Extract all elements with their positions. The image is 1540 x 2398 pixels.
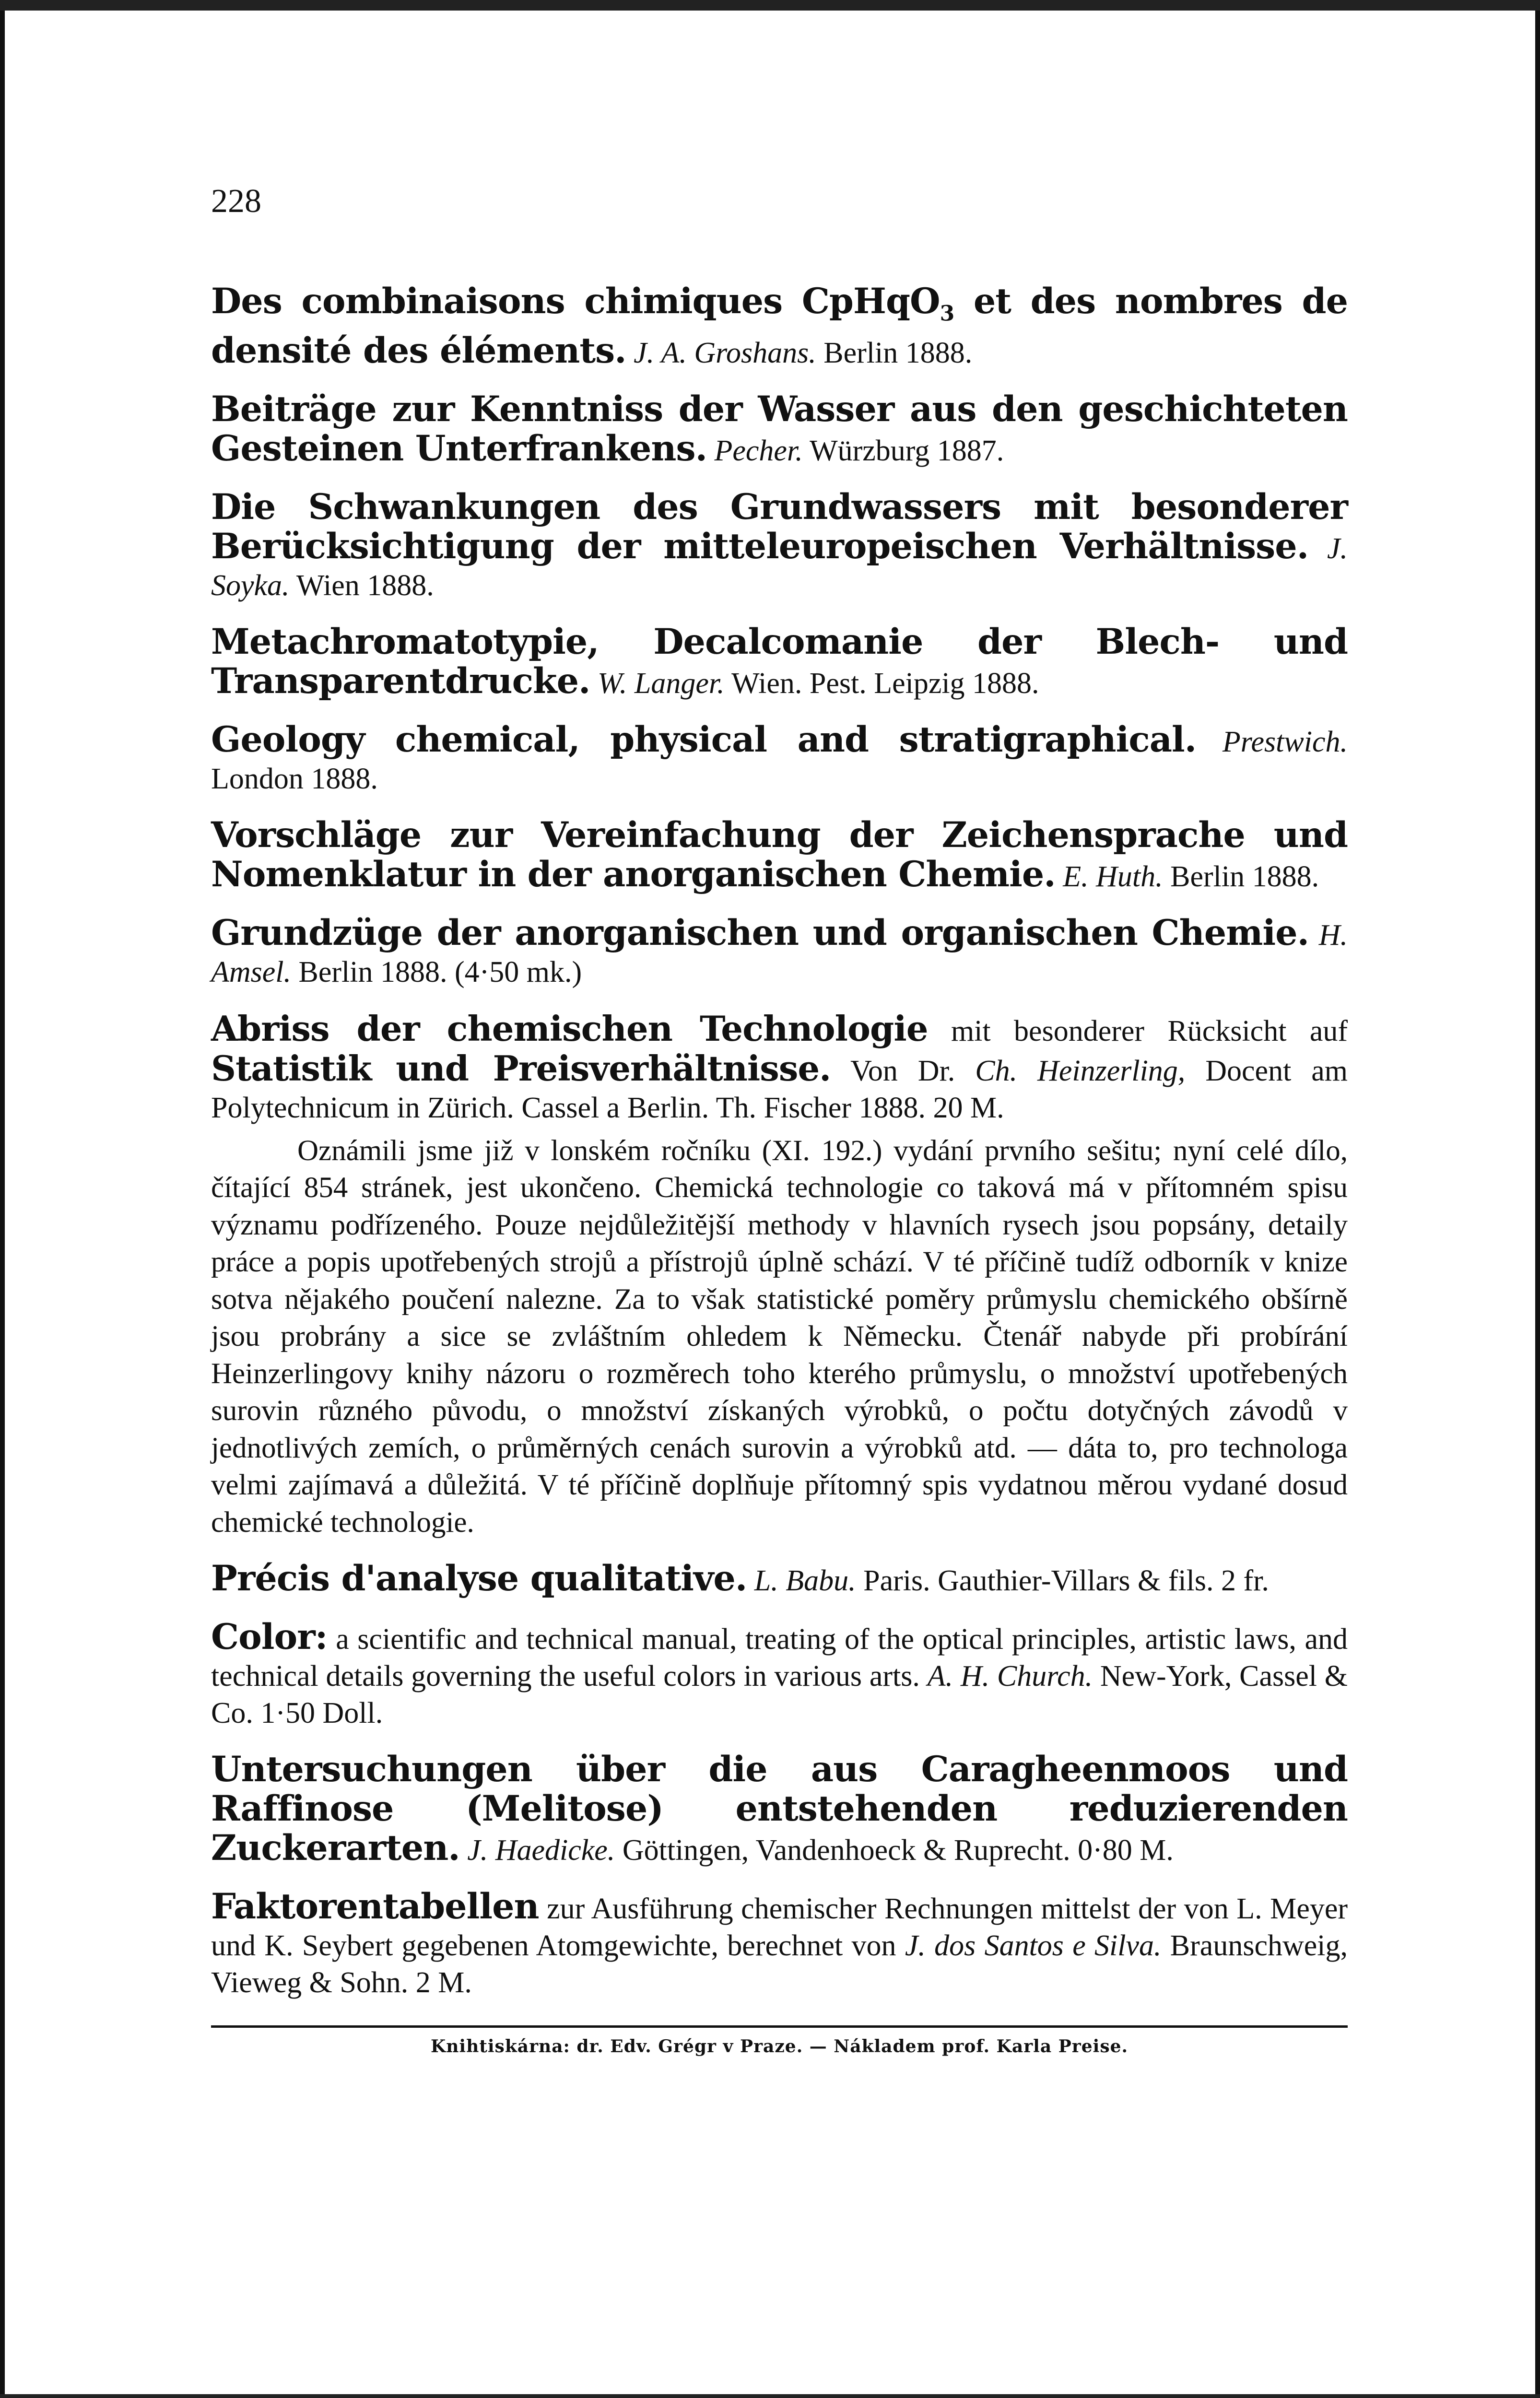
entry-haedicke xyxy=(211,1751,1348,1869)
entry-author: H. Amsel. xyxy=(211,918,1348,988)
entry-author: J. dos Santos e Silva. xyxy=(905,1929,1162,1963)
entry-title: Untersuchungen über die aus Caragheenmoos und Raffinose (Melitose) entstehenden reduzierenden Zuckerarten. xyxy=(211,1749,1348,1869)
entry-babu xyxy=(211,1560,1348,1599)
entry-groshans xyxy=(211,283,1348,372)
entry-title: Des combinaisons chimiques CpHqO$_3$ et des nombres de densité des éléments. xyxy=(211,281,1348,371)
scan-border-right xyxy=(1535,0,1540,2398)
entry-title: Beiträge zur Kenntniss der Wasser aus den geschichteten Gesteinen Unterfrankens. xyxy=(211,388,1348,469)
scan-border-bottom xyxy=(0,2394,1540,2398)
entry-subtitle: zur Ausführung chemischer Rechnungen mittelst der von L. Meyer und K. Seybert gegebenen Atomgewichte, berechnet von xyxy=(211,1893,1348,1963)
entry-author: Pecher. xyxy=(714,434,803,467)
entry-title: Metachromatotypie, Decalcomanie der Blech- und Transparentdrucke. xyxy=(211,621,1348,702)
entry-soyka xyxy=(211,486,1348,604)
entry-title: Die Schwankungen des Grundwassers mit besonderer Berücksichtigung der mitteleuropeischen Verhältnisse. xyxy=(211,486,1348,567)
page-content xyxy=(211,182,1348,2057)
entry-langer xyxy=(211,623,1348,702)
printer-footer: Knihtiskárna: dr. Edv. Grégr v Praze. — Nákladem prof. Karla Preise. xyxy=(430,2036,1129,2057)
entry-author: E. Huth. xyxy=(1063,860,1163,893)
entry-imprint: Berlin 1888. xyxy=(816,336,973,369)
entry-title: Grundzüge der anorganischen und organischen Chemie. xyxy=(211,912,1309,953)
entry-imprint: Wien 1888. xyxy=(289,569,434,602)
entry-prestwich xyxy=(211,718,1348,798)
scan-border-top xyxy=(0,0,1540,11)
entry-title: Geology chemical, physical and stratigraphical. xyxy=(211,718,1197,760)
entry-subtitle: a scientific and technical manual, treating of the optical principles, artistic laws, and technical details governing the useful colors in various arts. xyxy=(211,1623,1348,1693)
entry-title: Faktorentabellen xyxy=(211,1886,539,1928)
entry-author: A. H. Church. xyxy=(927,1660,1093,1693)
entry-pecher xyxy=(211,388,1348,470)
entry-author: Ch. Heinzerling, xyxy=(975,1054,1186,1087)
entry-imprint: New-York, Cassel & Co. 1·50 Doll. xyxy=(211,1660,1348,1730)
footer-rule xyxy=(211,2025,1348,2028)
entry-imprint: Göttingen, Vandenhoeck & Ruprecht. 0·80 M. xyxy=(615,1834,1174,1867)
entry-imprint: Würzburg 1887. xyxy=(802,434,1004,467)
entry-author: W. Langer. xyxy=(597,667,725,700)
entry-title-2: Statistik und Preisverhältnisse. xyxy=(211,1047,831,1089)
entry-subtitle: mit besonderer Rücksicht auf xyxy=(928,1014,1348,1047)
entry-heinzerling xyxy=(211,1010,1348,1127)
entry-title: Abriss der chemischen Technologie xyxy=(211,1008,928,1049)
entry-huth xyxy=(211,814,1348,895)
entry-author: J. A. Groshans. xyxy=(634,336,816,369)
entry-title: Color: xyxy=(211,1616,328,1658)
entry-title: Précis d'analyse qualitative. xyxy=(211,1558,747,1599)
entry-imprint: Berlin 1888. xyxy=(1163,860,1319,893)
entry-author: J. Haedicke. xyxy=(467,1834,615,1867)
entry-title: Vorschläge zur Vereinfachung der Zeichensprache und Nomenklatur in der anorganischen Chemie. xyxy=(211,814,1348,895)
entry-author: L. Babu. xyxy=(754,1564,856,1598)
entry-author: J. Soyka. xyxy=(211,532,1348,602)
entry-church xyxy=(211,1616,1348,1732)
entry-imprint: London 1888. xyxy=(211,762,378,795)
review-text: Oznámili jsme již v lonském ročníku (XI. 192.) vydání prvního sešitu; nyní celé dílo, čítající 854 stránek, jest ukončeno. Chemická technologie co taková má v přítomném spisu významu podřízeného. Pouze nejdůležitější methody v hlavních rysech jsou popsány, detaily práce a popis upotřebených strojů a přístrojů úplně schází. V té příčině tudíž odborník v knize sotva nějakého poučení nalezne. Za to však statistické poměry průmyslu chemického obšírně jsou probrány a sice se zvláštním ohledem k Německu. Čtenář nabyde při probírání Heinzerlingovy knihy názoru o rozměrech toho kterého průmyslu, o množství upotřebených surovin různého původu, o množství získaných výrobků, o počtu dotyčných závodů v jednotlivých zemích, o průměrných cenách surovin a výrobků atd. — dáta to, pro technologa velmi zajímavá a důležitá. V té příčině doplňuje přítomný spis vydatnou měrou vydané dosud chemické technologie. xyxy=(211,1134,1348,1539)
entry-imprint: Docent am Polytechnicum in Zürich. Cassel a Berlin. Th. Fischer 1888. 20 M. xyxy=(211,1054,1348,1124)
entry-santos-silva xyxy=(211,1888,1348,2001)
entry-imprint: Wien. Pest. Leipzig 1888. xyxy=(724,667,1039,700)
entry-amsel xyxy=(211,912,1348,991)
entry-von: Von Dr. xyxy=(831,1054,976,1087)
entry-imprint: Paris. Gauthier-Villars & fils. 2 fr. xyxy=(856,1564,1269,1598)
page-number: 228 xyxy=(211,183,261,220)
entry-imprint: Braunschweig, Vieweg & Sohn. 2 M. xyxy=(211,1929,1348,1999)
entry-imprint: Berlin 1888. (4·50 mk.) xyxy=(291,955,582,988)
scan-border-left xyxy=(0,0,5,2398)
entry-author: Prestwich. xyxy=(1222,725,1348,758)
